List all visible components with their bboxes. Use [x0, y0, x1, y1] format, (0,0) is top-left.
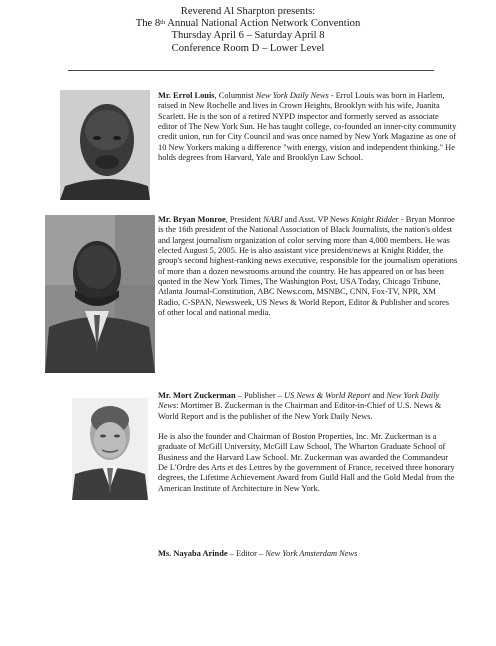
speaker-role: , President	[225, 215, 264, 224]
speaker-bio: : Mortimer B. Zuckerman is the Chairman and Editor-in-Chief of U.S. News & World Report and is the publisher of the New York Daily News.	[158, 401, 442, 421]
speaker-role: , Columnist	[214, 91, 256, 100]
speaker-nayaba-arinde	[158, 549, 458, 559]
speaker-mort-zuckerman	[158, 391, 458, 504]
speaker-name: Mr. Mort Zuckerman	[158, 391, 236, 400]
bio-paragraph-2: He is also the founder and Chairman of Boston Properties, Inc. Mr. Zuckerman is a graduate of McGill University, McGill Law School, The Wharton Graduate School of Business and the Harvard Law School. Mr. Zuckerman was awarded the Commandeur De L'Ordre des Arts et des Lettres by the government of France, received three honorary degrees, the Lifetime Achievement Award from Guild Hall and the Gold Medal from the American Institute of Architecture in New York.	[158, 432, 455, 493]
mort-zuckerman-photo	[72, 398, 148, 500]
speaker-affiliation: US News & World Report	[284, 391, 371, 400]
speaker-role: – Editor –	[227, 549, 266, 558]
speaker-name: Mr. Errol Louis	[158, 91, 215, 100]
speaker-affiliation-2: New York Daily News	[158, 391, 440, 411]
speaker-role-2: and	[370, 391, 387, 400]
speaker-affiliation-2: Knight Ridder	[351, 215, 399, 224]
presenter-line: Reverend Al Sharpton presents:	[180, 6, 316, 17]
header-divider	[68, 70, 434, 71]
errol-louis-photo	[60, 90, 150, 200]
bryan-monroe-photo	[45, 215, 155, 373]
convention-line-post: Annual National Action Network Convention	[165, 18, 361, 30]
dates-line: Thursday April 6 – Saturday April 8	[171, 30, 325, 42]
speaker-role-2: and Asst. VP News	[282, 215, 352, 224]
speaker-bryan-monroe	[158, 215, 458, 328]
speaker-name: Ms. Nayaba Arinde	[158, 549, 228, 558]
speaker-bio: - Bryan Monroe is the 16th president of the National Association of Black Journalists, the nation's oldest and largest journalism organization of color serving more than 4,000 members. He was elected August 5, 2005. He is also assistant vice president/news at Knight Ridder, the group's second highest-ranking news executive, responsible for the journalism operations of more than a dozen newsrooms around the country. He has appeared on or has been quoted in the New York Times, The Washington Post, USA Today, Chicago Tribune, Atlanta Journal-Constitution, ABC News.com, MSNBC, CNN, Fox-TV, NPR, XM Radio, C-SPAN, Newsweek, US News & World Report, Editor & Publisher and scores of other local and national media.	[158, 215, 458, 318]
bio-paragraph	[158, 391, 458, 422]
convention-line	[0, 18, 496, 30]
page-header	[0, 6, 496, 55]
speaker-affiliation: NABJ	[263, 215, 283, 224]
bio-paragraph	[158, 91, 458, 163]
speaker-affiliation: New York Daily News	[255, 91, 329, 100]
speaker-errol-louis	[158, 91, 458, 173]
bio-paragraph	[158, 215, 458, 318]
convention-line-pre: The 8	[135, 18, 161, 30]
ordinal-suffix: th	[160, 19, 166, 27]
speaker-bio: - Errol Louis was born in Harlem, raised in New Rochelle and lives in Crown Heights, Brooklyn with his wife, Juanita Scarlett. He is the son of a retired NYPD inspector and formerly served as associate editor of The New York Sun. He has taught college, co-founded an inner-city community credit union, run for City Council and was once named by New York Magazine as one of 10 New Yorkers making a difference "with energy, vision and independent thinking." He holds degrees from Harvard, Yale and Brooklyn Law School.	[158, 91, 457, 163]
speaker-name: Mr. Bryan Monroe	[158, 215, 226, 224]
speaker-role: – Publisher –	[235, 391, 284, 400]
location-line: Conference Room D – Lower Level	[171, 42, 325, 54]
speaker-affiliation: New York Amsterdam News	[265, 549, 358, 558]
